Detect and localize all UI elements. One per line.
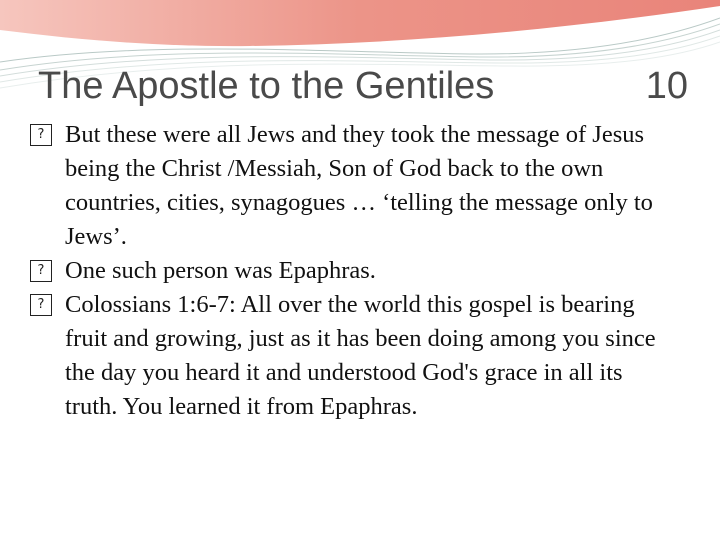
- bullet-item: [30, 288, 680, 424]
- bullet-item: [30, 118, 680, 254]
- bullet-text: Colossians 1:6-7: All over the world this gospel is bearing fruit and growing, just as it has been doing among you since the day you heard it and understood God's grace in all its truth. You learned it from Epaphras.: [65, 291, 656, 420]
- slide-number: 10: [645, 65, 688, 107]
- header-band: [0, 0, 720, 46]
- bullet-missing-glyph-icon: ?: [30, 124, 52, 146]
- bullet-list: [30, 118, 680, 424]
- bullet-missing-glyph-icon: ?: [30, 260, 52, 282]
- slide-title-text: The Apostle to the Gentiles: [38, 65, 495, 107]
- bullet-item: [30, 254, 680, 288]
- bullet-text: But these were all Jews and they took the message of Jesus being the Christ /Messiah, Son of God back to the own countries, cities, synagogues … ‘telling the message only to Jews’.: [65, 121, 653, 250]
- slide-title: [38, 58, 688, 114]
- bullet-missing-glyph-icon: ?: [30, 294, 52, 316]
- bullet-text: One such person was Epaphras.: [65, 257, 376, 284]
